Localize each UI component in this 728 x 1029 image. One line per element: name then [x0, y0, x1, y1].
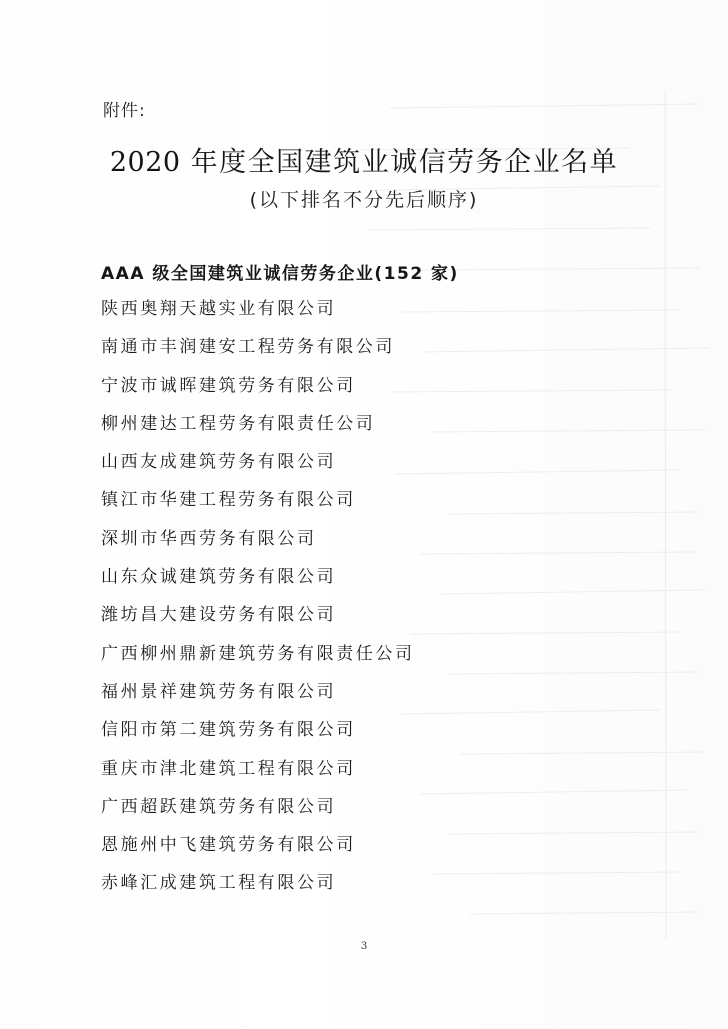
document-title	[0, 140, 728, 179]
company-item: 南通市丰润建安工程劳务有限公司	[101, 337, 395, 358]
title-text: 年度全国建筑业诚信劳务企业名单	[180, 147, 619, 178]
company-item: 宁波市诚晖建筑劳务有限公司	[101, 375, 356, 396]
company-item: 广西超跃建筑劳务有限公司	[101, 796, 337, 817]
page-number: 3	[360, 941, 368, 952]
company-item: 山西友成建筑劳务有限公司	[101, 452, 337, 473]
title-year: 2020	[109, 147, 181, 178]
section-heading: AAA 级全国建筑业诚信劳务企业(152 家)	[101, 264, 459, 284]
company-item: 潍坊昌大建设劳务有限公司	[101, 605, 337, 626]
company-item: 柳州建达工程劳务有限责任公司	[101, 413, 376, 434]
company-item: 信阳市第二建筑劳务有限公司	[101, 720, 356, 741]
document-subtitle: (以下排名不分先后顺序)	[249, 189, 479, 211]
company-item: 福州景祥建筑劳务有限公司	[101, 681, 337, 702]
company-item: 深圳市华西劳务有限公司	[101, 528, 317, 549]
company-item: 陕西奥翔天越实业有限公司	[101, 299, 337, 319]
company-list	[101, 296, 415, 909]
company-item: 山东众诚建筑劳务有限公司	[101, 567, 337, 588]
attachment-label: 附件:	[103, 101, 146, 121]
company-item: 恩施州中飞建筑劳务有限公司	[101, 835, 356, 856]
company-item: 镇江市华建工程劳务有限公司	[101, 490, 356, 511]
company-item: 重庆市津北建筑工程有限公司	[101, 758, 356, 779]
company-item: 赤峰汇成建筑工程有限公司	[101, 873, 337, 894]
company-item: 广西柳州鼎新建筑劳务有限责任公司	[101, 643, 415, 664]
